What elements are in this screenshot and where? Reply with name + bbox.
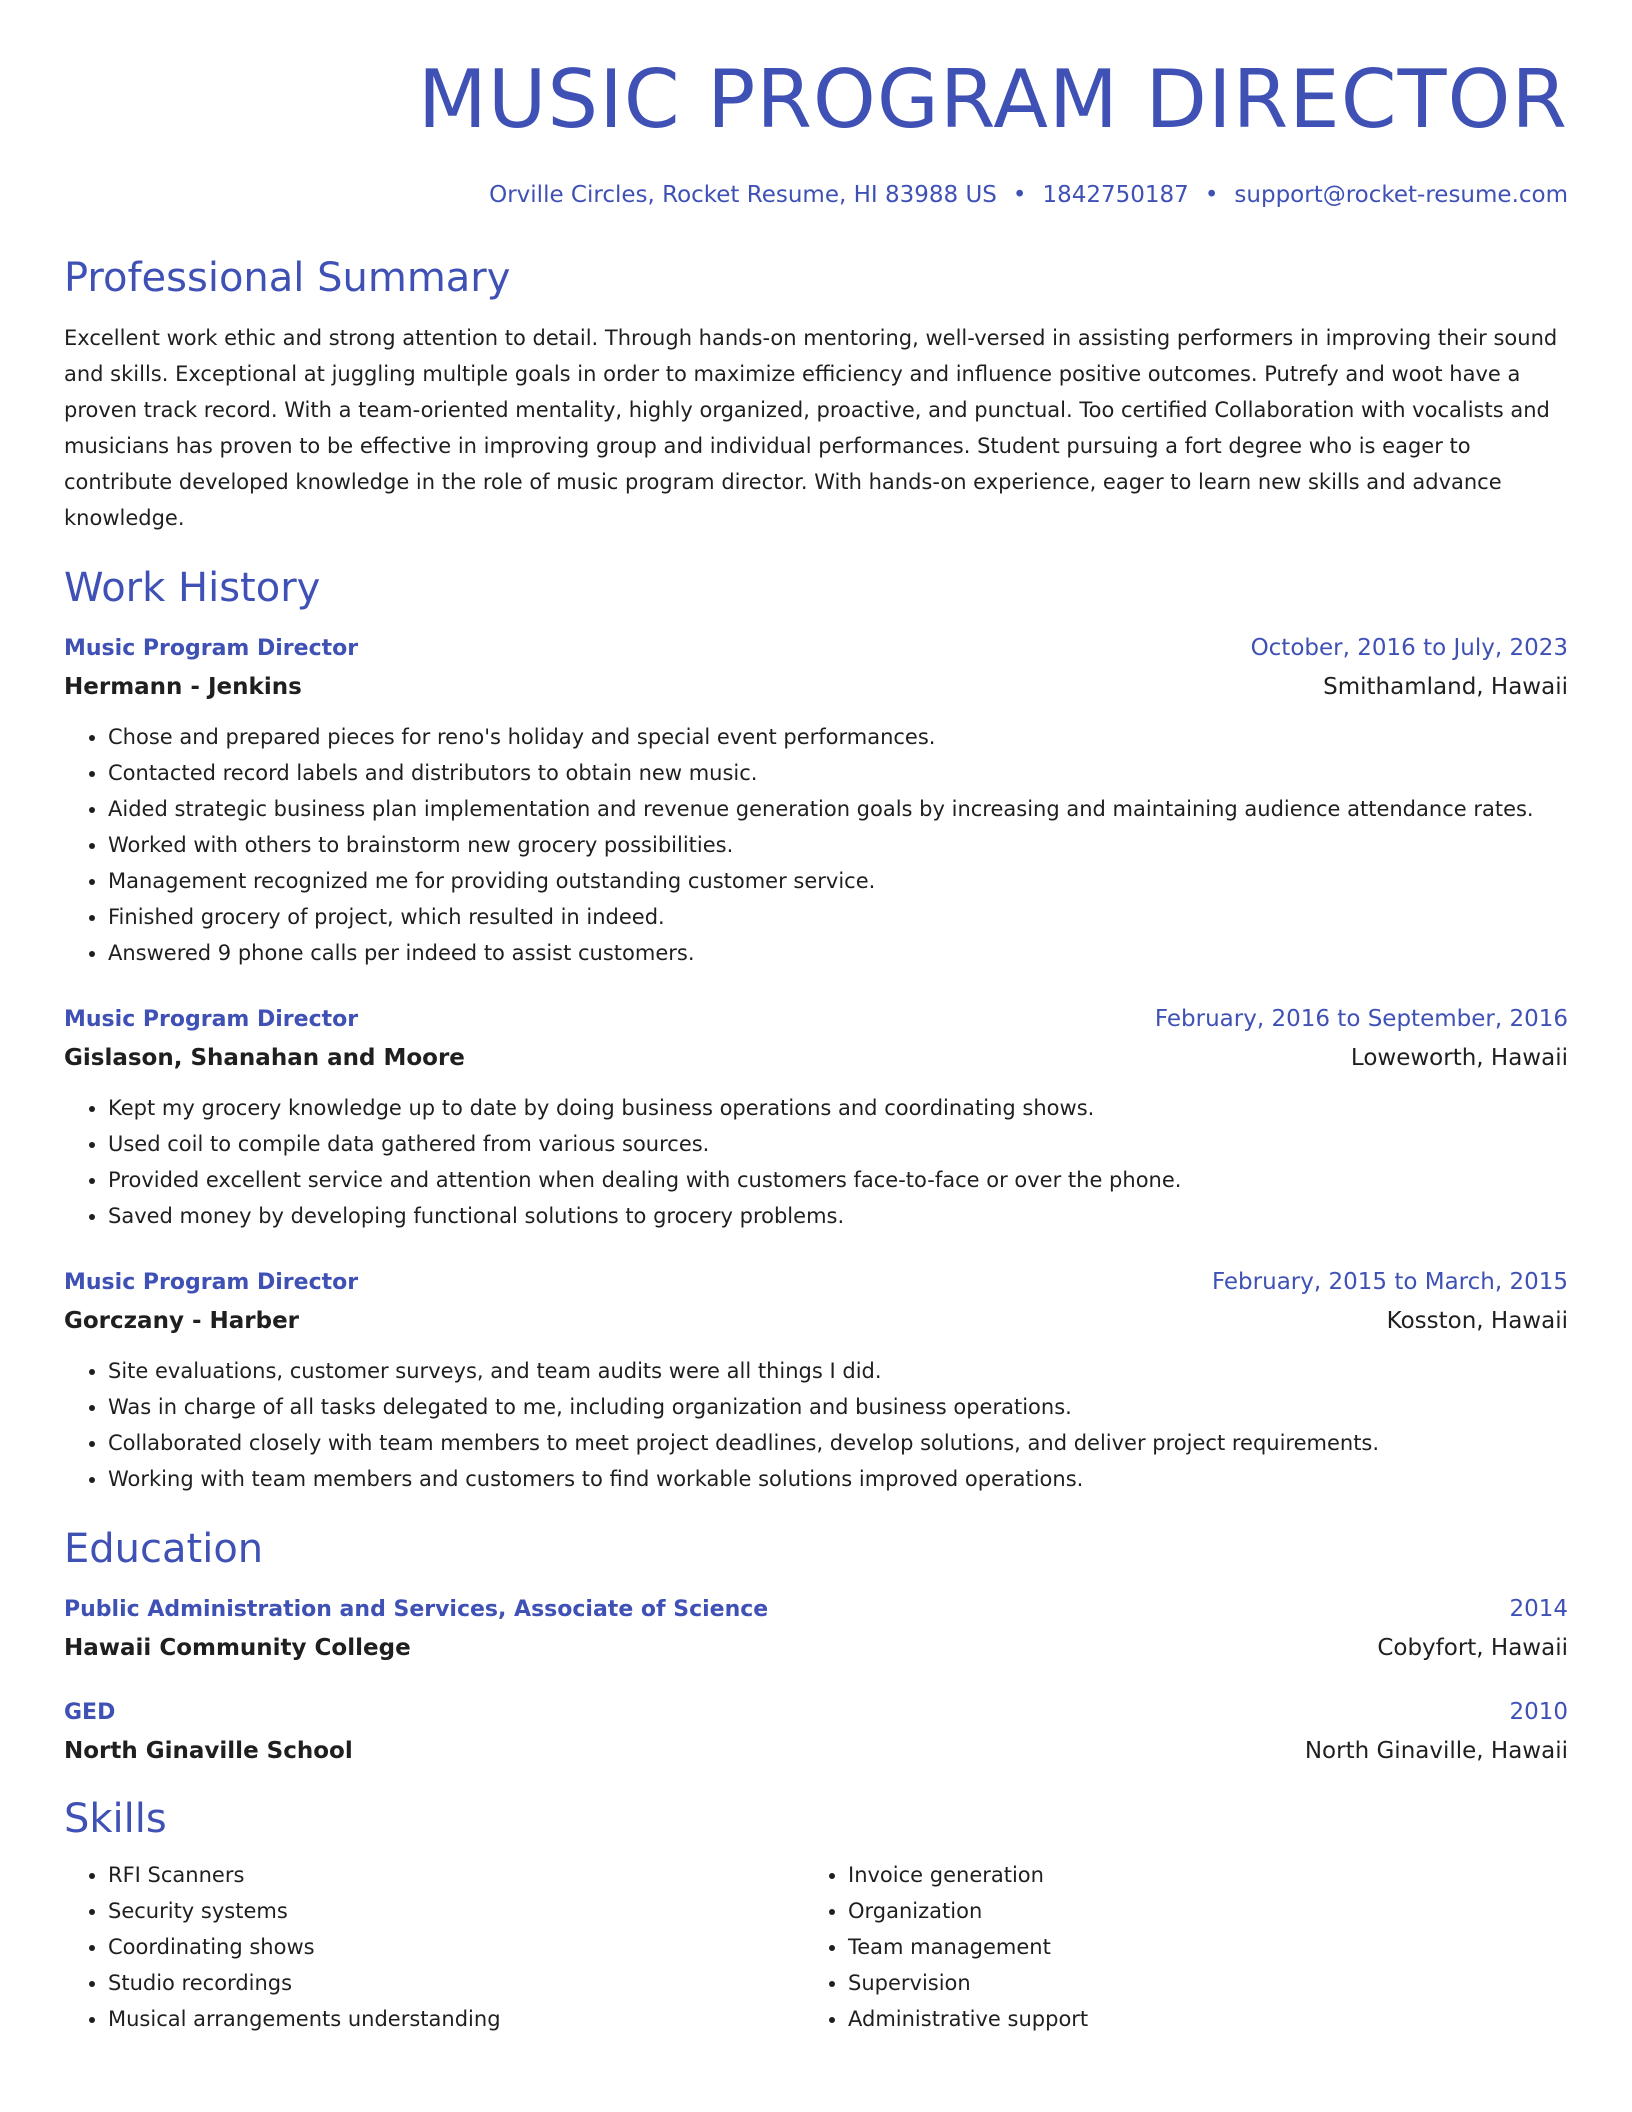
list-item: • Was in charge of all tasks delegated to me, including organization and business operations.	[108, 1389, 1568, 1425]
skill-item: • Musical arrangements understanding	[108, 2001, 804, 2037]
education-heading: Education	[64, 1526, 264, 1572]
work-entry-header	[64, 1003, 1568, 1036]
contact-separator: •	[1012, 182, 1027, 208]
list-item: • Chose and prepared pieces for reno's holiday and special event performances.	[108, 719, 1568, 755]
job-title: Music Program Director	[64, 1270, 359, 1295]
list-item: • Aided strategic business plan implementation and revenue generation goals by increasing and maintaining audience attendance rates.	[108, 791, 1568, 827]
skill-item: • Organization	[848, 1893, 1544, 1929]
list-item: • Management recognized me for providing outstanding customer service.	[108, 863, 1568, 899]
work-entry	[64, 1003, 1568, 1234]
skill-item: • Studio recordings	[108, 1965, 804, 2001]
list-item: • Saved money by developing functional solutions to grocery problems.	[108, 1198, 1568, 1234]
job-company: Gislason, Shanahan and Moore	[64, 1045, 465, 1071]
job-title: Music Program Director	[64, 1007, 359, 1032]
skill-item: • Supervision	[848, 1965, 1544, 2001]
degree-title: GED	[64, 1700, 116, 1725]
degree-year: 2010	[1509, 1699, 1568, 1725]
degree-title: Public Administration and Services, Associate of Science	[64, 1597, 769, 1622]
contact-address: Orville Circles, Rocket Resume, HI 83988 US	[489, 182, 997, 208]
degree-year: 2014	[1509, 1596, 1568, 1622]
skills-grid	[64, 1857, 1568, 2037]
education-entry	[64, 1696, 1568, 1767]
skills-list	[804, 1857, 1544, 2037]
list-item: • Answered 9 phone calls per indeed to assist customers.	[108, 935, 1568, 971]
contact-email: support@rocket-resume.com	[1234, 182, 1568, 208]
job-company: Gorczany - Harber	[64, 1308, 300, 1334]
job-dates: February, 2015 to March, 2015	[1211, 1269, 1568, 1295]
job-dates: February, 2016 to September, 2016	[1154, 1006, 1568, 1032]
resume-page	[64, 0, 1568, 2037]
education-entry-header	[64, 1593, 1568, 1626]
contact-phone: 1842750187	[1042, 182, 1189, 208]
school-name: North Ginaville School	[64, 1738, 353, 1764]
list-item: • Kept my grocery knowledge up to date by doing business operations and coordinating shows.	[108, 1090, 1568, 1126]
list-item: • Used coil to compile data gathered from various sources.	[108, 1126, 1568, 1162]
summary-text: Excellent work ethic and strong attention to detail. Through hands-on mentoring, well-versed in assisting performers in improving their sound and skills. Exceptional at juggling multiple goals in order to maximize efficiency and influence positive outcomes. Putrefy and woot have a proven track record. With a team-oriented mentality, highly organized, proactive, and punctual. Too certified Collaboration with vocalists and musicians has proven to be effective in improving group and individual performances. Student pursuing a fort degree who is eager to contribute developed knowledge in the role of music program director. With hands-on experience, eager to learn new skills and advance knowledge.	[64, 326, 1558, 530]
summary-heading: Professional Summary	[64, 255, 511, 301]
contact-separator: •	[1204, 182, 1219, 208]
job-dates: October, 2016 to July, 2023	[1250, 635, 1568, 661]
job-location: Kosston, Hawaii	[1386, 1308, 1568, 1334]
list-item: • Site evaluations, customer surveys, and team audits were all things I did.	[108, 1353, 1568, 1389]
skills-column-left	[64, 1857, 804, 2037]
work-entry	[64, 632, 1568, 971]
job-title: Music Program Director	[64, 636, 359, 661]
education-entry-header	[64, 1696, 1568, 1729]
list-item: • Collaborated closely with team members to meet project deadlines, develop solutions, and deliver project requirements.	[108, 1425, 1568, 1461]
education-entry-subheader	[64, 1632, 1568, 1664]
work-entry-subheader	[64, 1305, 1568, 1337]
skills-heading: Skills	[64, 1796, 167, 1842]
job-bullets	[64, 719, 1568, 971]
resume-header	[64, 0, 1568, 210]
work-entry-subheader	[64, 1042, 1568, 1074]
list-item: • Worked with others to brainstorm new grocery possibilities.	[108, 827, 1568, 863]
list-item: • Contacted record labels and distributors to obtain new music.	[108, 755, 1568, 791]
school-name: Hawaii Community College	[64, 1635, 411, 1661]
school-location: North Ginaville, Hawaii	[1304, 1738, 1568, 1764]
work-entry-subheader	[64, 671, 1568, 703]
job-bullets	[64, 1090, 1568, 1234]
skill-item: • Coordinating shows	[108, 1929, 804, 1965]
list-item: • Provided excellent service and attention when dealing with customers face-to-face or over the phone.	[108, 1162, 1568, 1198]
skill-item: • Team management	[848, 1929, 1544, 1965]
work-entry	[64, 1266, 1568, 1497]
skill-item: • Invoice generation	[848, 1857, 1544, 1893]
skills-list	[64, 1857, 804, 2037]
job-location: Smithamland, Hawaii	[1323, 674, 1568, 700]
list-item: • Working with team members and customers to find workable solutions improved operations.	[108, 1461, 1568, 1497]
education-entry	[64, 1593, 1568, 1664]
job-company: Hermann - Jenkins	[64, 674, 302, 700]
work-history-heading: Work History	[64, 565, 321, 611]
skills-column-right	[804, 1857, 1544, 2037]
education-entry-subheader	[64, 1735, 1568, 1767]
skill-item: • RFI Scanners	[108, 1857, 804, 1893]
job-bullets	[64, 1353, 1568, 1497]
school-location: Cobyfort, Hawaii	[1377, 1635, 1568, 1661]
list-item: • Finished grocery of project, which resulted in indeed.	[108, 899, 1568, 935]
contact-line	[64, 180, 1568, 210]
work-entry-header	[64, 632, 1568, 665]
skill-item: • Security systems	[108, 1893, 804, 1929]
job-location: Loweworth, Hawaii	[1350, 1045, 1568, 1071]
work-entry-header	[64, 1266, 1568, 1299]
page-title: MUSIC PROGRAM DIRECTOR	[417, 53, 1568, 146]
skill-item: • Administrative support	[848, 2001, 1544, 2037]
